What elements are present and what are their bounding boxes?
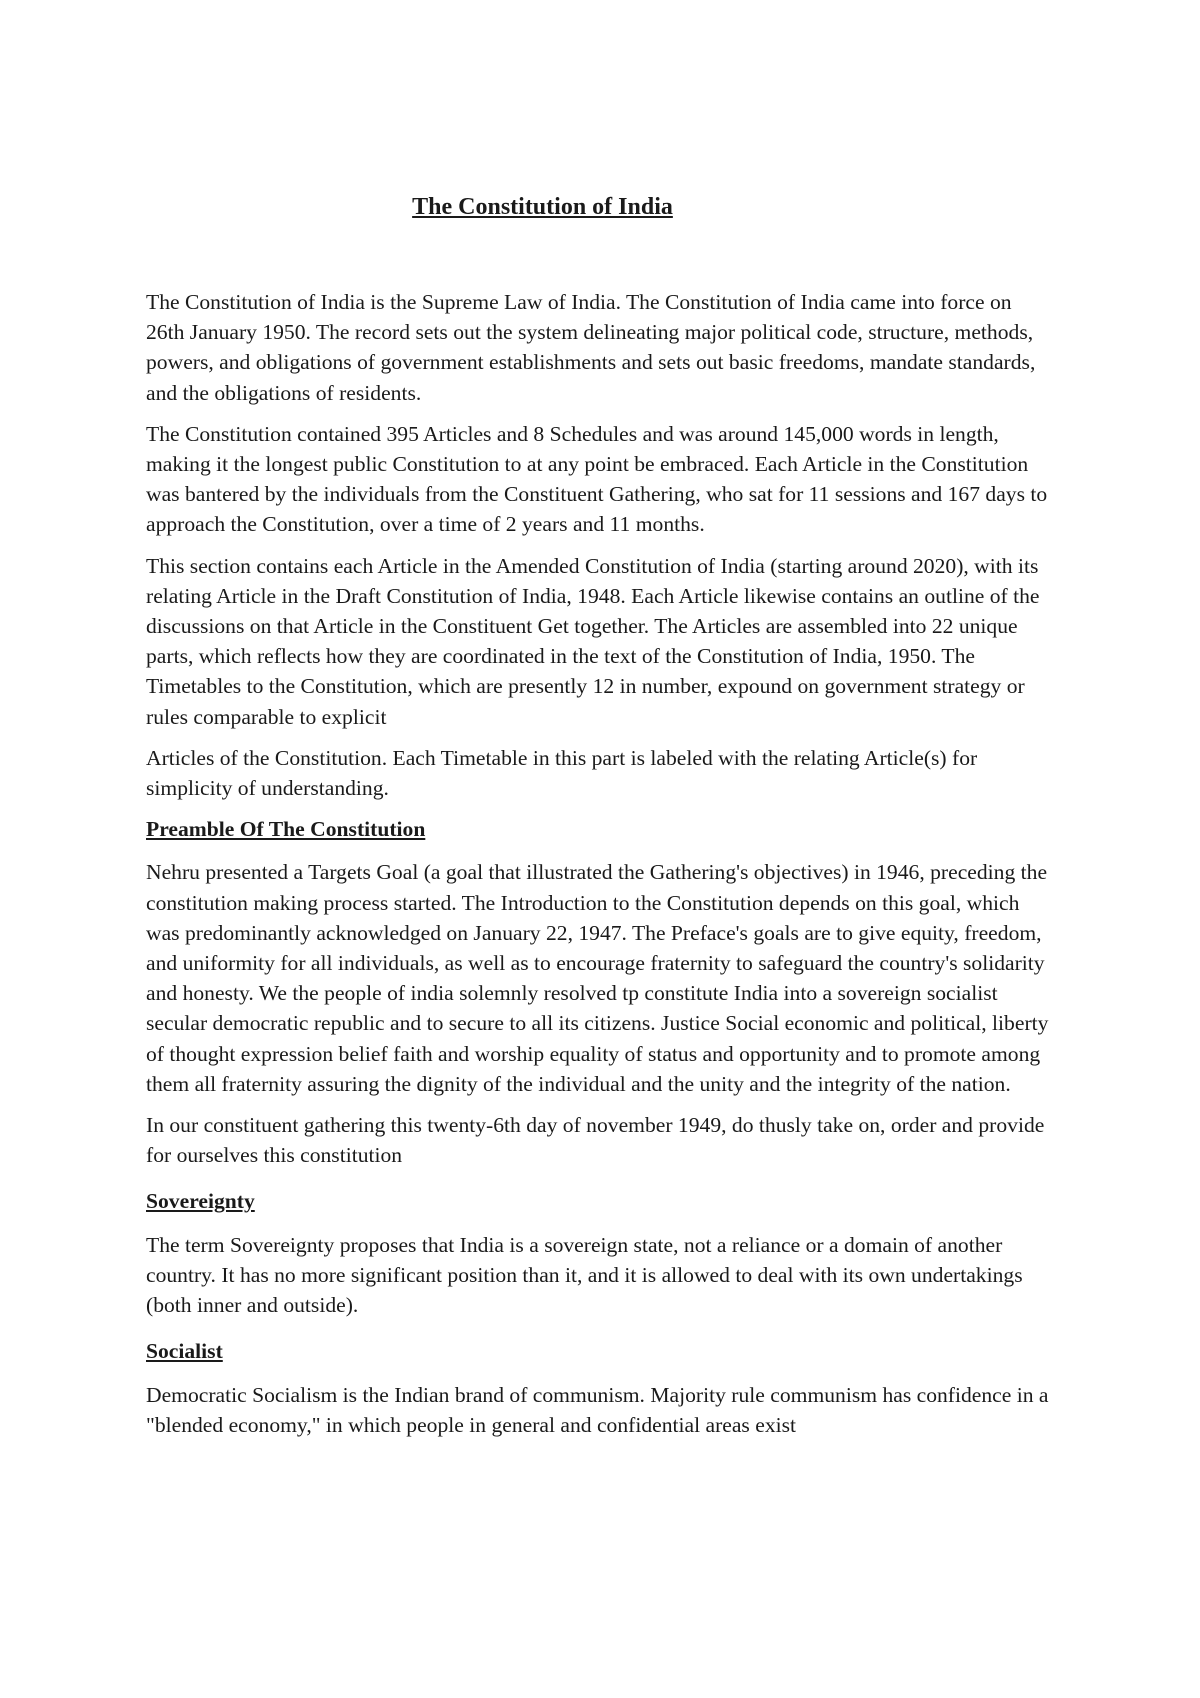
paragraph-intro-4: Articles of the Constitution. Each Timetable in this part is labeled with the relating Article(s) for simplicity of understanding. <box>146 745 978 801</box>
paragraph-sovereignty-1: The term Sovereignty proposes that India is a sovereign state, not a reliance or a domain of another country. It has no more significant position than it, and it is allowed to deal with its own undertakings (both inner and outside). <box>146 1232 1023 1318</box>
heading-sovereignty: Sovereignty <box>146 1189 255 1214</box>
paragraph-socialist-1: Democratic Socialism is the Indian brand of communism. Majority rule communism has confidence in a "blended economy," in which people in general and confidential areas exist <box>146 1382 1049 1437</box>
heading-preamble: Preamble Of The Constitution <box>146 817 426 842</box>
document-title: The Constitution of India <box>412 194 673 220</box>
paragraph-intro-1: The Constitution of India is the Supreme Law of India. The Constitution of India came into force on 26th January 1950. The record sets out the system delineating major political code, structure, methods, powers, and obligations of government establishments and sets out basic freedoms, mandate standards, and the obligations of residents. <box>146 290 1036 405</box>
paragraph-preamble-2: In our constituent gathering this twenty-6th day of november 1949, do thusly take on, order and provide for ourselves this constitution <box>146 1113 1045 1168</box>
paragraph-intro-2: The Constitution contained 395 Articles and 8 Schedules and was around 145,000 words in length, making it the longest public Constitution to at any point be embraced. Each Article in the Constitution was bantered by the individuals from the Constituent Gathering, who sat for 11 sessions and 167 days to approach the Constitution, over a time of 2 years and 11 months. <box>146 421 1048 537</box>
paragraph-preamble-1: Nehru presented a Targets Goal (a goal that illustrated the Gathering's objectives) in 1946, preceding the constitution making process started. The Introduction to the Constitution depends on this goal, which was predominantly acknowledged on January 22, 1947. The Preface's goals are to give equity, freedom, and uniformity for all individuals, as well as to encourage fraternity to safeguard the country's solidarity and honesty. We the people of india solemnly resolved tp constitute India into a sovereign socialist secular democratic republic and to secure to all its citizens. Justice Social economic and political, liberty of thought expression belief faith and worship equality of status and opportunity and to promote among them all fraternity assuring the dignity of the individual and the unity and the integrity of the nation. <box>146 860 1049 1096</box>
paragraph-intro-3: This section contains each Article in the Amended Constitution of India (starting around 2020), with its relating Article in the Draft Constitution of India, 1948. Each Article likewise contains an outline of the discussions on that Article in the Constituent Get together. The Articles are assembled into 22 unique parts, which reflects how they are coordinated in the text of the Constitution of India, 1950. The Timetables to the Constitution, which are presently 12 in number, expound on government strategy or rules comparable to explicit <box>146 553 1040 729</box>
heading-socialist: Socialist <box>146 1339 223 1364</box>
document-body <box>146 287 1054 1451</box>
